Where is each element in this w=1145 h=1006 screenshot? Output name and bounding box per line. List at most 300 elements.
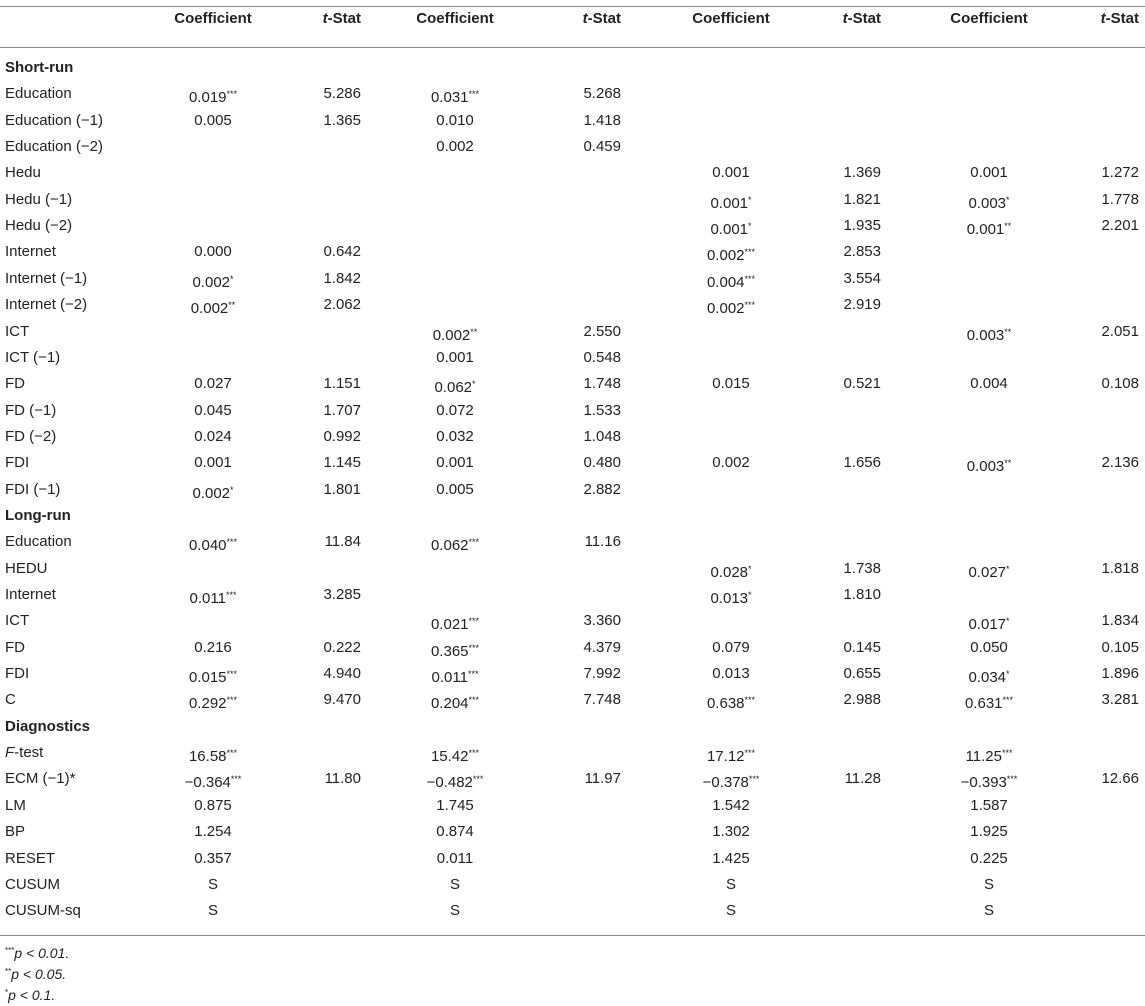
cell-value: 2.051 <box>1101 322 1139 340</box>
header-stat-text: -Stat <box>587 10 621 27</box>
tstat-cell <box>323 661 361 687</box>
significance-stars: *** <box>744 748 756 759</box>
cell-value: 0.105 <box>1101 638 1139 656</box>
cell-value: 1.369 <box>843 164 881 182</box>
tstat-cell <box>843 213 881 239</box>
cell-value: 0.079 <box>712 638 750 656</box>
footnote <box>5 961 69 982</box>
table-row <box>0 292 1145 318</box>
row-label: Education (−1) <box>5 111 103 129</box>
footnote-text: p < 0.01. <box>14 945 70 961</box>
tstat-cell <box>323 582 361 608</box>
table-row <box>0 846 1145 872</box>
coefficient-cell <box>450 872 460 898</box>
section-heading: Short-run <box>5 59 74 76</box>
cell-value: 0.031 <box>430 89 469 107</box>
header-coefficient-4: Coefficient <box>950 10 1028 27</box>
tstat-cell <box>323 239 361 265</box>
tstat-cell <box>843 160 881 186</box>
header-t-italic: t <box>842 10 848 27</box>
footnote <box>5 982 69 1003</box>
cell-value: 0.001 <box>970 164 1008 182</box>
table-row <box>0 424 1145 450</box>
cell-value: 0.034 <box>968 669 1007 687</box>
tstat-cell <box>843 187 881 213</box>
table-row <box>0 134 1145 160</box>
tstat-cell <box>323 424 361 450</box>
row-label: FD (−2) <box>5 427 57 445</box>
cell-value: 1.145 <box>323 454 361 472</box>
tstat-cell <box>843 661 881 687</box>
cell-value: 0.072 <box>436 401 474 419</box>
coefficient-cell <box>712 793 750 819</box>
row-label: FD <box>5 638 25 656</box>
cell-value: 5.268 <box>583 85 621 103</box>
table-top-rule <box>0 6 1145 7</box>
cell-value: S <box>725 902 737 920</box>
cell-value: 1.302 <box>712 823 750 841</box>
row-label: CUSUM-sq <box>5 902 81 920</box>
table-row <box>0 266 1145 292</box>
section-heading: Diagnostics <box>5 717 91 735</box>
cell-value: 0.050 <box>970 638 1008 656</box>
significance-stars: ** <box>1004 221 1012 232</box>
tstat-cell <box>583 450 621 476</box>
cell-value: S <box>449 902 461 920</box>
cell-value: 3.285 <box>323 586 361 603</box>
cell-value: −0.378 <box>702 774 749 792</box>
section-row <box>0 714 1145 740</box>
significance-stars: * <box>472 379 476 390</box>
header-t-italic: t <box>1100 10 1106 27</box>
significance-stars: *** <box>1001 748 1013 759</box>
tstat-cell <box>1101 319 1139 345</box>
significance-stars: *** <box>748 774 760 785</box>
significance-stars: *** <box>468 537 480 548</box>
coefficient-cell <box>712 450 750 476</box>
row-label: Education <box>5 85 72 103</box>
tstat-cell <box>1101 187 1139 213</box>
table-row <box>0 81 1145 107</box>
table-row <box>0 661 1145 687</box>
cell-value: 0.062 <box>434 379 473 397</box>
cell-value: 0.004 <box>706 273 745 291</box>
row-label: FDI (−1) <box>5 480 61 498</box>
header-tstat-2 <box>583 10 621 27</box>
row-label: ICT (−1) <box>5 348 61 366</box>
coefficient-cell <box>712 371 750 397</box>
footnote-stars: * <box>5 988 9 997</box>
tstat-cell <box>1101 213 1139 239</box>
cell-value: 7.748 <box>583 691 621 709</box>
coefficient-cell <box>970 846 1008 872</box>
cell-value: 1.425 <box>712 849 750 867</box>
cell-value: 11.16 <box>584 533 621 551</box>
header-coefficient-2: Coefficient <box>416 10 494 27</box>
cell-value: 3.360 <box>583 612 621 630</box>
cell-value: 5.286 <box>323 85 361 103</box>
significance-stars: *** <box>744 247 756 258</box>
row-label: C <box>5 691 16 709</box>
cell-value: 4.940 <box>323 665 361 683</box>
table-header <box>0 10 1145 40</box>
significance-stars: *** <box>472 774 484 785</box>
table-row <box>0 793 1145 819</box>
cell-value: 11.84 <box>324 533 361 551</box>
table-row <box>0 898 1145 924</box>
tstat-cell <box>843 266 881 292</box>
cell-value: 0.005 <box>194 111 232 129</box>
cell-value: 0.001 <box>966 221 1005 239</box>
cell-value: 1.810 <box>843 586 881 603</box>
cell-value: 0.062 <box>430 537 469 555</box>
tstat-cell <box>583 134 621 160</box>
table-footnotes <box>5 940 69 1003</box>
cell-value: 2.882 <box>583 480 621 498</box>
coefficient-cell <box>436 450 474 476</box>
tstat-cell <box>323 477 361 503</box>
significance-stars: * <box>748 194 752 205</box>
row-label: BP <box>5 823 26 841</box>
cell-value: 0.032 <box>436 427 474 445</box>
tstat-cell <box>583 81 621 107</box>
cell-value: 1.896 <box>1101 665 1139 683</box>
coefficient-cell <box>436 345 474 371</box>
tstat-cell <box>323 371 361 397</box>
cell-value: 0.024 <box>194 427 232 445</box>
cell-value: 0.548 <box>583 348 621 366</box>
row-label: ICT <box>5 612 30 630</box>
tstat-cell <box>583 635 621 661</box>
cell-value: 0.365 <box>430 642 469 660</box>
table-row <box>0 213 1145 239</box>
cell-value: 1.656 <box>843 454 881 472</box>
significance-stars: * <box>1006 194 1010 205</box>
tstat-cell <box>323 108 361 134</box>
tstat-cell <box>843 450 881 476</box>
header-stat-text: -Stat <box>327 10 361 27</box>
cell-value: 0.002 <box>436 138 474 156</box>
row-label <box>5 740 43 766</box>
table-row <box>0 635 1145 661</box>
table-row <box>0 239 1145 265</box>
tstat-cell <box>1101 450 1139 476</box>
cell-value: 0.021 <box>430 616 469 634</box>
table-row <box>0 371 1145 397</box>
header-tstat-1 <box>323 10 361 27</box>
cell-value: 0.002 <box>706 247 745 265</box>
row-label: Internet <box>5 243 56 261</box>
cell-value: 0.002 <box>432 326 471 344</box>
cell-value: 1.935 <box>843 217 881 235</box>
tstat-cell <box>843 239 881 265</box>
footnote <box>5 940 69 961</box>
cell-value: 2.919 <box>843 296 881 314</box>
cell-value: 1.587 <box>970 796 1008 814</box>
cell-value: 0.001 <box>710 221 749 239</box>
significance-stars: *** <box>226 695 238 706</box>
cell-value: 3.554 <box>843 269 881 287</box>
table-row <box>0 872 1145 898</box>
cell-value: 0.045 <box>194 401 232 419</box>
table-row <box>0 450 1145 476</box>
cell-value: 0.001 <box>712 164 750 182</box>
cell-value: 2.136 <box>1101 454 1139 472</box>
row-label: RESET <box>5 849 56 867</box>
cell-value: 0.015 <box>188 669 227 687</box>
coefficient-cell <box>436 398 474 424</box>
footnote-text: p < 0.05. <box>11 966 67 982</box>
tstat-cell <box>583 687 621 713</box>
significance-stars: ** <box>1004 326 1012 337</box>
tstat-cell <box>1101 371 1139 397</box>
cell-value: 2.201 <box>1101 217 1139 235</box>
cell-value: 12.66 <box>1101 770 1139 788</box>
section-row <box>0 55 1145 81</box>
row-label: Hedu (−1) <box>5 190 73 208</box>
table-row <box>0 398 1145 424</box>
coefficient-cell <box>970 819 1008 845</box>
cell-value: 3.281 <box>1101 691 1139 709</box>
tstat-cell <box>1101 687 1139 713</box>
cell-value: S <box>207 875 219 893</box>
significance-stars: *** <box>744 273 756 284</box>
coefficient-cell <box>194 239 232 265</box>
coefficient-cell <box>194 371 232 397</box>
tstat-cell <box>583 108 621 134</box>
tstat-cell <box>1101 635 1139 661</box>
cell-value: 0.003 <box>966 458 1005 476</box>
footnote-stars: *** <box>5 946 15 955</box>
coefficient-cell <box>984 872 994 898</box>
significance-stars: ** <box>470 326 478 337</box>
cell-value: 15.42 <box>430 748 469 766</box>
coefficient-cell <box>726 872 736 898</box>
cell-value: −0.393 <box>960 774 1007 792</box>
significance-stars: *** <box>226 89 238 100</box>
cell-value: 0.010 <box>436 111 474 129</box>
row-label: ICT <box>5 322 30 340</box>
significance-stars: *** <box>468 642 480 653</box>
cell-value: 1.418 <box>583 111 621 129</box>
cell-value: 0.003 <box>968 194 1007 212</box>
significance-stars: * <box>1006 669 1010 680</box>
tstat-cell <box>583 398 621 424</box>
cell-value: 0.357 <box>194 849 232 867</box>
significance-stars: *** <box>1002 695 1014 706</box>
cell-value: 1.821 <box>843 190 881 208</box>
significance-stars: * <box>748 221 752 232</box>
cell-value: 0.040 <box>188 537 227 555</box>
significance-stars: * <box>748 590 752 600</box>
row-label-text: -test <box>14 744 44 762</box>
table-row <box>0 529 1145 555</box>
cell-value: 1.151 <box>323 375 361 393</box>
table-row <box>0 556 1145 582</box>
cell-value: 2.062 <box>323 296 361 314</box>
significance-stars: *** <box>467 669 479 680</box>
coefficient-cell <box>436 134 474 160</box>
cell-value: 16.58 <box>188 748 227 766</box>
significance-stars: *** <box>226 669 238 680</box>
cell-value: 0.001 <box>436 348 474 366</box>
header-stat-text: -Stat <box>1105 10 1139 27</box>
tstat-cell <box>323 450 361 476</box>
tstat-cell <box>325 529 361 555</box>
cell-value: S <box>449 875 461 893</box>
coefficient-cell <box>436 819 474 845</box>
tstat-cell <box>323 398 361 424</box>
significance-stars: *** <box>468 89 480 100</box>
coefficient-cell <box>194 108 232 134</box>
significance-stars: * <box>1006 563 1010 574</box>
significance-stars: *** <box>226 537 238 548</box>
cell-value: 0.459 <box>583 138 621 156</box>
cell-value: 0.027 <box>194 375 232 393</box>
header-t-italic: t <box>582 10 588 27</box>
cell-value: 4.379 <box>583 638 621 656</box>
cell-value: 11.28 <box>844 770 881 788</box>
coefficient-cell <box>208 872 218 898</box>
cell-value: 1.707 <box>323 401 361 419</box>
row-label: Hedu <box>5 164 41 182</box>
tstat-cell <box>583 477 621 503</box>
cell-value: 0.005 <box>436 480 474 498</box>
coefficient-cell <box>194 846 232 872</box>
row-label: CUSUM <box>5 875 60 893</box>
coefficient-cell <box>712 846 750 872</box>
cell-value: 0.011 <box>436 849 474 867</box>
cell-value: 0.015 <box>712 375 750 393</box>
coefficient-cell <box>436 108 474 134</box>
cell-value: 0.145 <box>843 638 881 656</box>
cell-value: 0.875 <box>194 796 232 814</box>
cell-value: 0.292 <box>188 695 227 713</box>
cell-value: S <box>983 902 995 920</box>
table-row <box>0 477 1145 503</box>
tstat-cell <box>583 661 621 687</box>
cell-value: 1.048 <box>583 427 621 445</box>
coefficient-cell <box>194 398 232 424</box>
tstat-cell <box>843 635 881 661</box>
significance-stars: *** <box>230 774 242 785</box>
cell-value: 1.778 <box>1101 190 1139 208</box>
row-label: ECM (−1)* <box>5 770 76 788</box>
cell-value: 0.874 <box>436 823 474 841</box>
row-label: FD <box>5 375 25 393</box>
cell-value: 7.992 <box>583 665 621 683</box>
tstat-cell <box>583 319 621 345</box>
coefficient-cell <box>970 635 1008 661</box>
tstat-cell <box>1101 766 1139 792</box>
cell-value: 2.988 <box>843 691 881 709</box>
header-coefficient-3: Coefficient <box>692 10 770 27</box>
significance-stars: *** <box>468 748 480 759</box>
cell-value: 0.638 <box>706 695 745 713</box>
table-row <box>0 319 1145 345</box>
tstat-cell <box>323 635 361 661</box>
tstat-cell <box>323 292 361 318</box>
cell-value: 11.97 <box>584 770 621 788</box>
cell-value: 0.017 <box>968 616 1007 634</box>
tstat-cell <box>845 766 881 792</box>
coefficient-cell <box>450 898 460 924</box>
cell-value: 0.001 <box>436 454 474 472</box>
tstat-cell <box>585 529 621 555</box>
tstat-cell <box>1101 661 1139 687</box>
cell-value: 1.254 <box>194 823 232 841</box>
tstat-cell <box>1101 160 1139 186</box>
coefficient-cell <box>970 793 1008 819</box>
row-label: HEDU <box>5 559 48 577</box>
cell-value: 0.642 <box>323 243 361 261</box>
coefficient-cell <box>712 160 750 186</box>
coefficient-cell <box>984 898 994 924</box>
tstat-cell <box>325 766 361 792</box>
coefficient-cell <box>712 635 750 661</box>
cell-value: 1.533 <box>583 401 621 419</box>
footnote-stars: ** <box>5 967 12 976</box>
coefficient-cell <box>436 477 474 503</box>
significance-stars: *** <box>744 300 756 311</box>
table-row <box>0 345 1145 371</box>
section-row <box>0 503 1145 529</box>
coefficient-cell <box>436 424 474 450</box>
table-header-rule <box>0 47 1145 48</box>
significance-stars: ** <box>228 300 236 311</box>
cell-value: 1.542 <box>712 796 750 814</box>
cell-value: 0.480 <box>583 454 621 472</box>
cell-value: 0.216 <box>194 638 232 656</box>
cell-value: 0.002 <box>706 300 745 318</box>
row-label: FD (−1) <box>5 401 57 419</box>
header-t-italic: t <box>322 10 328 27</box>
table-row <box>0 819 1145 845</box>
cell-value: 1.801 <box>323 480 361 498</box>
coefficient-cell <box>194 793 232 819</box>
row-label: Hedu (−2) <box>5 217 73 235</box>
cell-value: 0.002 <box>190 300 229 318</box>
header-coefficient-1: Coefficient <box>174 10 252 27</box>
significance-stars: *** <box>468 616 480 627</box>
cell-value: 0.002 <box>712 454 750 472</box>
cell-value: 0.001 <box>710 194 749 212</box>
row-label-italic: F <box>5 744 15 762</box>
cell-value: −0.364 <box>184 774 231 792</box>
table-row <box>0 766 1145 792</box>
row-label: Internet (−2) <box>5 296 88 314</box>
cell-value: S <box>983 875 995 893</box>
cell-value: 0.001 <box>194 454 232 472</box>
section-heading: Long-run <box>5 506 71 524</box>
tstat-cell <box>843 556 881 582</box>
table-row <box>0 687 1145 713</box>
significance-stars: ** <box>1004 458 1012 469</box>
tstat-cell <box>1101 556 1139 582</box>
coefficient-cell <box>194 424 232 450</box>
cell-value: 0.631 <box>964 695 1003 713</box>
tstat-cell <box>843 292 881 318</box>
cell-value: 0.222 <box>323 638 361 656</box>
header-tstat-3 <box>843 10 881 27</box>
cell-value: 1.925 <box>970 823 1008 841</box>
significance-stars: * <box>748 563 752 574</box>
cell-value: 0.655 <box>843 665 881 683</box>
tstat-cell <box>323 266 361 292</box>
tstat-cell <box>585 766 621 792</box>
cell-value: 0.000 <box>194 243 232 261</box>
cell-value: 0.028 <box>710 563 749 581</box>
